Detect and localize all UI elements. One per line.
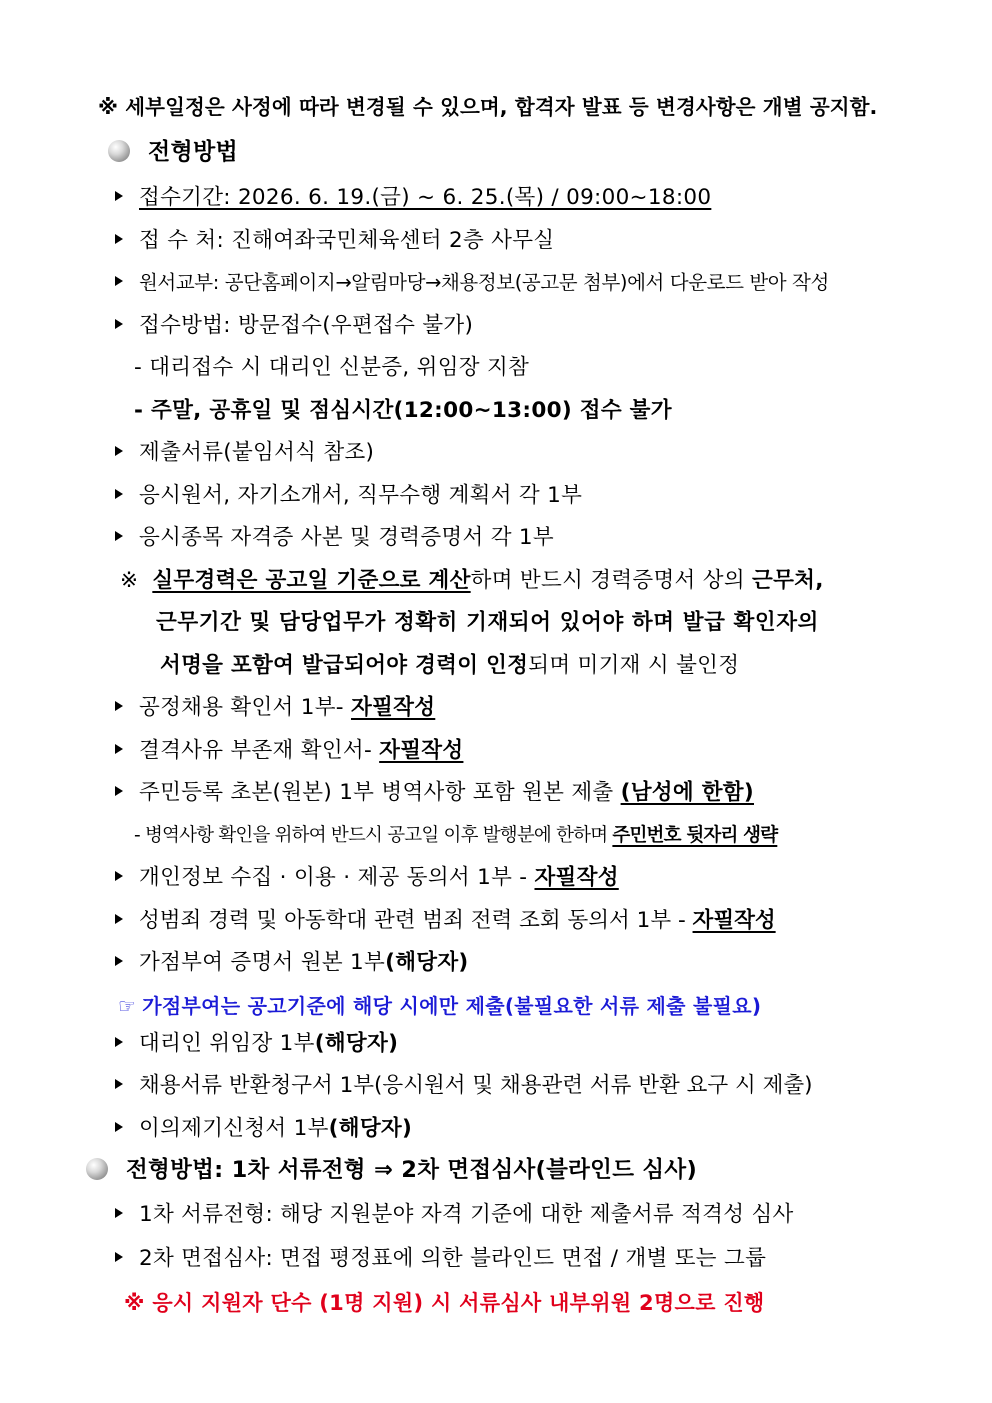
handwritten-label: 자필작성 [692,908,776,933]
item-application-period [115,183,711,213]
triangle-bullet-icon [115,701,123,711]
applicable-label: (해당자) [314,1031,399,1056]
item-doc-proxy-letter [115,1029,398,1059]
doc-return-request-text: 채용서류 반환청구서 1부(응시원서 및 채용관련 서류 반환 요구 시 제출) [139,1073,813,1098]
bullet-sphere-icon [108,140,130,162]
item-doc-resident-register [115,778,754,808]
applicable-label: (해당자) [385,950,469,975]
career-note-line3 [160,651,739,681]
bonus-note-text: 가점부여는 공고기준에 해당 시에만 제출(불필요한 서류 제출 불필요) [142,994,762,1018]
triangle-bullet-icon [115,956,123,966]
triangle-bullet-icon [115,446,123,456]
doc-license-text: 응시종목 자격증 사본 및 경력증명서 각 1부 [139,525,554,550]
item-doc-bonus-certificate [115,948,469,978]
doc-disqualification-text: 결격사유 부존재 확인서- [139,738,380,763]
stage1-text: 1차 서류전형: 해당 지원분야 자격 기준에 대한 제출서류 적격성 심사 [139,1202,794,1227]
career-note-line1 [120,566,824,596]
doc-fair-hiring-text: 공정채용 확인서 1부- [139,695,351,720]
item-doc-fair-hiring [115,693,435,723]
triangle-bullet-icon [115,914,123,924]
method-subnote-closed: - 주말, 공휴일 및 점심시간(12:00~13:00) 접수 불가 [134,398,672,423]
career-note-line3-rest: 되며 미기재 시 불인정 [528,653,740,678]
stage2-text: 2차 면접심사: 면접 평정표에 의한 블라인드 면접 / 개별 또는 그룹 [139,1246,767,1271]
single-applicant-note: ※ 응시 지원자 단수 (1명 지원) 시 서류심사 내부위원 2명으로 진행 [124,1291,765,1315]
item-doc-disqualification [115,736,463,766]
resident-register-subnote [134,821,777,851]
triangle-bullet-icon [115,1079,123,1089]
triangle-bullet-icon [115,1122,123,1132]
career-note-workplace: 근무처, [752,568,824,593]
male-only-label: (남성에 한함) [620,780,754,805]
item-doc-crime-check [115,906,776,936]
doc-bonus-certificate-text: 가점부여 증명서 원본 1부 [139,950,386,975]
omit-id-label: 주민번호 뒷자리 생략 [612,825,778,846]
triangle-bullet-icon [115,1037,123,1047]
application-place-text: 접 수 처: 진해여좌국민체육센터 2층 사무실 [139,228,555,253]
item-doc-license [115,523,554,553]
bonus-note [118,991,761,1021]
doc-application-text: 응시원서, 자기소개서, 직무수행 계획서 각 1부 [139,483,583,508]
item-application-place [115,226,554,256]
doc-crime-check-text: 성범죄 경력 및 아동학대 관련 범죄 전력 조회 동의서 1부 - [139,908,693,933]
career-note-line2: 근무기간 및 담당업무가 정확히 기재되어 있어야 하며 발급 확인자의 [156,610,820,635]
handwritten-label: 자필작성 [534,865,619,890]
triangle-bullet-icon [115,489,123,499]
item-doc-privacy-consent [115,863,619,893]
item-stage1 [115,1200,794,1230]
resident-register-subnote-text: - 병역사항 확인을 위하여 반드시 공고일 이후 발행분에 한하며 [134,825,613,846]
doc-objection-text: 이의제기신청서 1부 [139,1116,329,1141]
schedule-change-notice: ※ 세부일정은 사정에 따라 변경될 수 있으며, 합격자 발표 등 변경사항은 개별 공지함. [98,95,878,119]
applicable-label: (해당자) [328,1116,413,1141]
triangle-bullet-icon [115,744,123,754]
career-note-body: 하며 반드시 경력증명서 상의 [470,568,753,593]
item-stage2 [115,1244,766,1274]
career-note-emphasis: 실무경력은 공고일 기준으로 계산 [152,568,471,593]
triangle-bullet-icon [115,1252,123,1262]
item-application-method [115,311,473,341]
triangle-bullet-icon [115,191,123,201]
triangle-bullet-icon [115,871,123,881]
handwritten-label: 자필작성 [351,695,436,720]
application-period-text: 접수기간: 2026. 6. 19.(금) ~ 6. 25.(목) / 09:00~18:00 [139,185,712,210]
form-distribution-text: 원서교부: 공단홈페이지→알림마당→채용정보(공고문 첨부)에서 다운로드 받아 작성 [139,271,829,294]
doc-privacy-consent-text: 개인정보 수집 · 이용 · 제공 동의서 1부 - [139,865,535,890]
section-title: 전형방법 [148,139,239,165]
triangle-bullet-icon [115,319,123,329]
note-mark: ※ [120,568,139,593]
triangle-bullet-icon [115,786,123,796]
method-subnote-proxy: - 대리접수 시 대리인 신분증, 위임장 지참 [134,355,530,380]
item-required-documents [115,438,374,468]
item-form-distribution [115,268,829,298]
required-documents-text: 제출서류(붙임서식 참조) [139,440,375,465]
item-doc-objection [115,1114,412,1144]
item-doc-application [115,481,582,511]
section-heading-selection-method [108,137,238,167]
pointing-hand-icon: ☞ [118,994,137,1018]
section-heading-selection-stages [86,1155,697,1185]
triangle-bullet-icon [115,531,123,541]
section2-title: 전형방법: 1차 서류전형 ⇒ 2차 면접심사(블라인드 심사) [126,1157,698,1183]
triangle-bullet-icon [115,234,123,244]
handwritten-label: 자필작성 [379,738,464,763]
item-doc-return-request [115,1071,813,1101]
doc-resident-register-text: 주민등록 초본(원본) 1부 병역사항 포함 원본 제출 [139,780,621,805]
triangle-bullet-icon [115,276,123,286]
career-note-line3-bold: 서명을 포함여 발급되어야 경력이 인정 [160,653,529,678]
application-method-text: 접수방법: 방문접수(우편접수 불가) [139,313,474,338]
doc-proxy-letter-text: 대리인 위임장 1부 [139,1031,315,1056]
triangle-bullet-icon [115,1208,123,1218]
bullet-sphere-icon [86,1158,108,1180]
